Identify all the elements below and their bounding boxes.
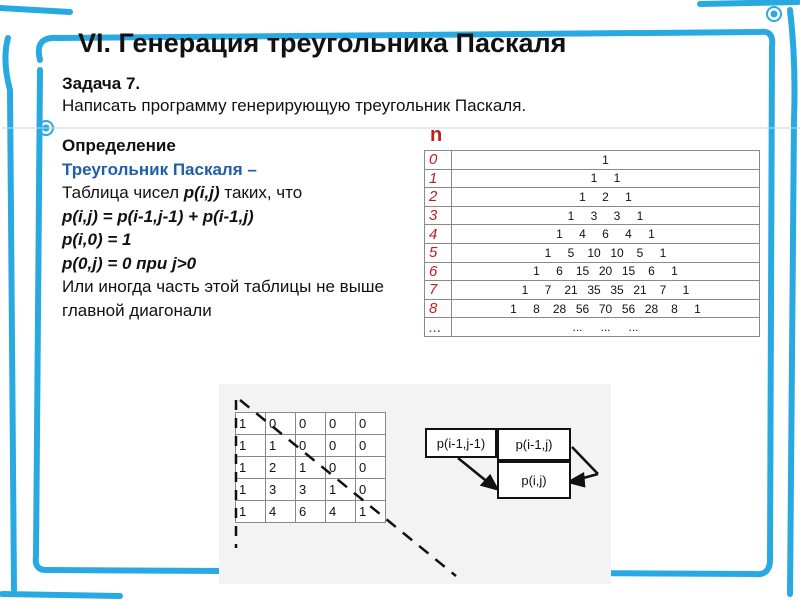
pascal-value: 5 bbox=[567, 245, 575, 260]
pascal-row-index: 8 bbox=[425, 299, 452, 318]
pascal-value: 6 bbox=[648, 264, 655, 279]
pascal-row-index: 1 bbox=[425, 169, 452, 188]
pascal-value: 15 bbox=[575, 264, 590, 279]
pascal-row-index: 5 bbox=[425, 243, 452, 262]
pascal-value: 8 bbox=[671, 301, 678, 316]
matrix-cell: 1 bbox=[326, 479, 356, 501]
matrix-cell: 0 bbox=[296, 413, 326, 435]
line1-function: p(i,j) bbox=[183, 183, 220, 202]
definition-term: Треугольник Паскаля bbox=[62, 159, 243, 179]
matrix-cell: 0 bbox=[266, 413, 296, 435]
pascal-value: 35 bbox=[610, 282, 624, 297]
pascal-value: 28 bbox=[644, 301, 659, 316]
pascal-value: 1 bbox=[694, 301, 701, 316]
pascal-value: 1 bbox=[602, 152, 609, 167]
pascal-value: 15 bbox=[621, 264, 636, 279]
formula-recurrence: p(i,j) = p(i-1,j-1) + p(i-1,j) bbox=[62, 206, 254, 226]
pascal-value: 28 bbox=[552, 301, 567, 316]
pascal-value: 6 bbox=[602, 227, 609, 242]
recurrence-right-cell: p(i-1,j) bbox=[497, 428, 571, 461]
pascal-row-index: 6 bbox=[425, 262, 452, 281]
pascal-value: 1 bbox=[544, 245, 552, 260]
matrix-cell: 1 bbox=[236, 435, 266, 457]
pascal-value: 1 bbox=[510, 301, 517, 316]
matrix-cell: 0 bbox=[326, 413, 356, 435]
pascal-value: 1 bbox=[671, 264, 678, 279]
pascal-value: 1 bbox=[636, 208, 644, 223]
line1-prefix: Таблица чисел bbox=[62, 183, 184, 202]
matrix-cell: 0 bbox=[356, 479, 386, 501]
pascal-value: 10 bbox=[610, 245, 624, 260]
pascal-value: 4 bbox=[625, 227, 632, 242]
matrix-cell: 6 bbox=[296, 501, 326, 523]
pascal-value: 5 bbox=[636, 245, 644, 260]
pascal-value: 21 bbox=[564, 282, 578, 297]
pascal-value: 1 bbox=[556, 227, 563, 242]
pascal-value: 1 bbox=[567, 208, 575, 223]
pascal-value: ... bbox=[628, 320, 639, 335]
pascal-value: 10 bbox=[587, 245, 601, 260]
pascal-value: ... bbox=[600, 320, 611, 335]
pascal-value: 1 bbox=[682, 282, 690, 297]
definition-dash: – bbox=[242, 159, 257, 179]
definition-heading: Определение bbox=[62, 136, 176, 155]
pascal-value: 1 bbox=[521, 282, 529, 297]
matrix-cell: 1 bbox=[296, 457, 326, 479]
pascal-value: 7 bbox=[659, 282, 667, 297]
pascal-value: 3 bbox=[590, 208, 598, 223]
matrix-cell: 0 bbox=[326, 435, 356, 457]
recurrence-result-cell: p(i,j) bbox=[497, 461, 571, 499]
pascal-value: 1 bbox=[613, 171, 621, 186]
line1-suffix: таких, что bbox=[219, 183, 303, 202]
task-heading: Задача 7. bbox=[62, 74, 141, 93]
formula-first-column: p(i,0) = 1 bbox=[62, 230, 132, 249]
definition-note: Или иногда часть этой таблицы не выше главной диагонали bbox=[62, 277, 385, 320]
pascal-value: 1 bbox=[579, 189, 586, 204]
matrix-cell: 1 bbox=[236, 501, 266, 523]
recurrence-left-cell: p(i-1,j-1) bbox=[425, 428, 497, 458]
pascal-value: 7 bbox=[544, 282, 552, 297]
pascal-row-index: 7 bbox=[425, 281, 452, 300]
slide-title: VI. Генерация треугольника Паскаля bbox=[78, 28, 567, 58]
pascal-value: 70 bbox=[598, 301, 613, 316]
pascal-value: 1 bbox=[533, 264, 540, 279]
matrix-cell: 3 bbox=[296, 479, 326, 501]
pascal-value: 20 bbox=[598, 264, 613, 279]
pascal-value: 35 bbox=[587, 282, 601, 297]
pascal-table-header: n bbox=[430, 124, 443, 146]
formula-first-row: p(0,j) = 0 при j>0 bbox=[62, 253, 197, 273]
pascal-value: 3 bbox=[613, 208, 621, 223]
pascal-row-index: 2 bbox=[425, 188, 452, 207]
pascal-value: 21 bbox=[633, 282, 647, 297]
matrix-cell: 1 bbox=[356, 501, 386, 523]
matrix-cell: 1 bbox=[266, 435, 296, 457]
pascal-value: 1 bbox=[659, 245, 667, 260]
pascal-value: 2 bbox=[602, 189, 609, 204]
matrix-cell: 0 bbox=[326, 457, 356, 479]
pascal-value: 1 bbox=[625, 189, 632, 204]
pascal-value: 8 bbox=[533, 301, 540, 316]
matrix-cell: 4 bbox=[326, 501, 356, 523]
matrix-cell: 0 bbox=[356, 413, 386, 435]
task-description: Написать программу генерирующую треугольник Паскаля. bbox=[62, 96, 527, 115]
pascal-row-index: 0 bbox=[425, 151, 452, 170]
matrix-cell: 0 bbox=[356, 435, 386, 457]
pascal-value: 56 bbox=[621, 301, 636, 316]
matrix-cell: 1 bbox=[236, 413, 266, 435]
pascal-value: 56 bbox=[575, 301, 590, 316]
matrix-cell: 2 bbox=[266, 457, 296, 479]
matrix-cell: 3 bbox=[266, 479, 296, 501]
matrix-cell: 0 bbox=[296, 435, 326, 457]
matrix-cell: 4 bbox=[266, 501, 296, 523]
pascal-value: 6 bbox=[556, 264, 563, 279]
pascal-value: 4 bbox=[579, 227, 586, 242]
pascal-value: 1 bbox=[648, 227, 655, 242]
pascal-value: ... bbox=[572, 320, 583, 335]
matrix-cell: 1 bbox=[236, 479, 266, 501]
matrix-cell: 0 bbox=[356, 457, 386, 479]
pascal-row-index: ... bbox=[425, 318, 452, 337]
pascal-row-index: 3 bbox=[425, 206, 452, 225]
pascal-value: 1 bbox=[590, 171, 598, 186]
pascal-row-index: 4 bbox=[425, 225, 452, 244]
matrix-cell: 1 bbox=[236, 457, 266, 479]
